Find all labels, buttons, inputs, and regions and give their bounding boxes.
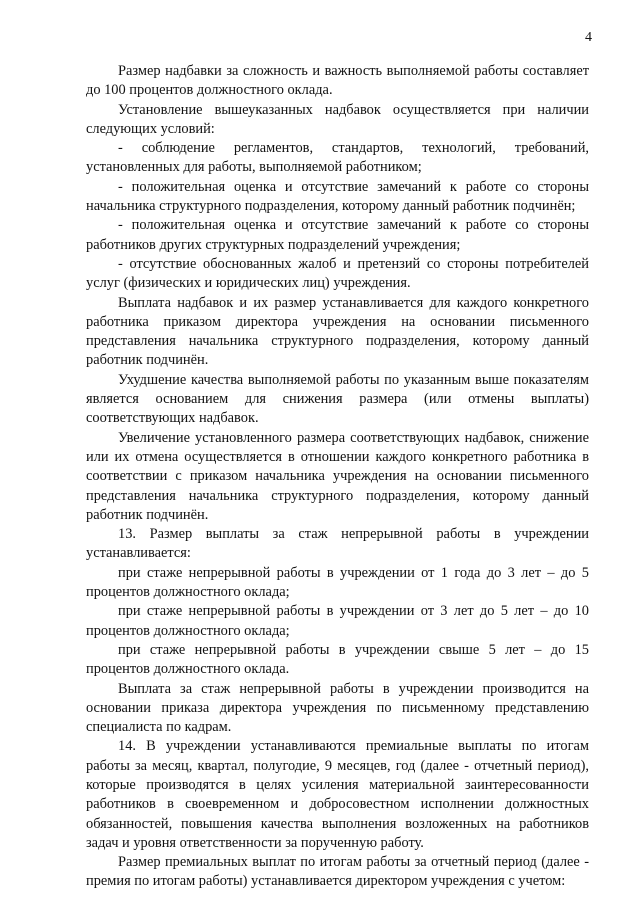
tenure-item-1-3-years: при стаже непрерывной работы в учреждении от 1 года до 3 лет – до 5 процентов должностного оклада;: [86, 564, 589, 601]
tenure-item-3-5-years: при стаже непрерывной работы в учреждении от 3 лет до 5 лет – до 10 процентов должностного оклада;: [86, 603, 589, 639]
paragraph-premium-size: Размер премиальных выплат по итогам работы за отчетный период (далее - премия по итогам работы) устанавливается директором учреждения с учетом:: [86, 854, 589, 890]
condition-item-regulations: - соблюдение регламентов, стандартов, технологий, требований, установленных для работы, выполняемой работником;: [86, 140, 589, 176]
paragraph-bonus-change: Увеличение установленного размера соответствующих надбавок, снижение или их отмена осуществляется в отношении каждого конкретного работника в соответствии с приказом начальника учреждения на основании письменного представления начальника структурного подразделения, которому данный работник подчинён.: [86, 429, 589, 523]
tenure-item-over-5-years: при стаже непрерывной работы в учреждении свыше 5 лет – до 15 процентов должностного оклада.: [86, 641, 589, 678]
page-number: 4: [585, 30, 592, 45]
paragraph-tenure-payment: Выплата за стаж непрерывной работы в учреждении производится на основании приказа директора учреждения по письменному представлению специалиста по кадрам.: [86, 680, 589, 736]
paragraph-section-13: 13. Размер выплаты за стаж непрерывной работы в учреждении устанавливается:: [86, 526, 589, 562]
condition-item-other-units-evaluation: - положительная оценка и отсутствие замечаний к работе со стороны работников других структурных подразделений учреждения;: [86, 217, 589, 253]
condition-item-no-complaints: - отсутствие обоснованных жалоб и претензий со стороны потребителей услуг (физических и юридических лиц) учреждения.: [86, 255, 589, 292]
paragraph-quality-decline: Ухудшение качества выполняемой работы по указанным выше показателям является основанием для снижения размера (или отмены выплаты) соответствующих надбавок.: [86, 371, 589, 427]
document-body: [86, 62, 589, 892]
paragraph-section-14: 14. В учреждении устанавливаются премиальные выплаты по итогам работы за месяц, квартал, полугодие, 9 месяцев, год (далее - отчетный период), которые производятся в целях усиления материальной заинтересованности работников в своевременном и добросовестном исполнении должностных обязанностей, повышения качества выполнения возложенных на работников задач и уровня ответственности за порученную работу.: [86, 738, 589, 851]
paragraph-conditions-intro: Установление вышеуказанных надбавок осуществляется при наличии следующих условий:: [86, 101, 589, 137]
paragraph-complexity-bonus: Размер надбавки за сложность и важность выполняемой работы составляет до 100 процентов должностного оклада.: [86, 63, 589, 99]
paragraph-bonus-payment: Выплата надбавок и их размер устанавливается для каждого конкретного работника приказом директора учреждения на основании письменного представления начальника структурного подразделения, которому данный работник подчинён.: [86, 294, 589, 369]
condition-item-head-evaluation: - положительная оценка и отсутствие замечаний к работе со стороны начальника структурного подразделения, которому данный работник подчинён;: [86, 178, 589, 215]
